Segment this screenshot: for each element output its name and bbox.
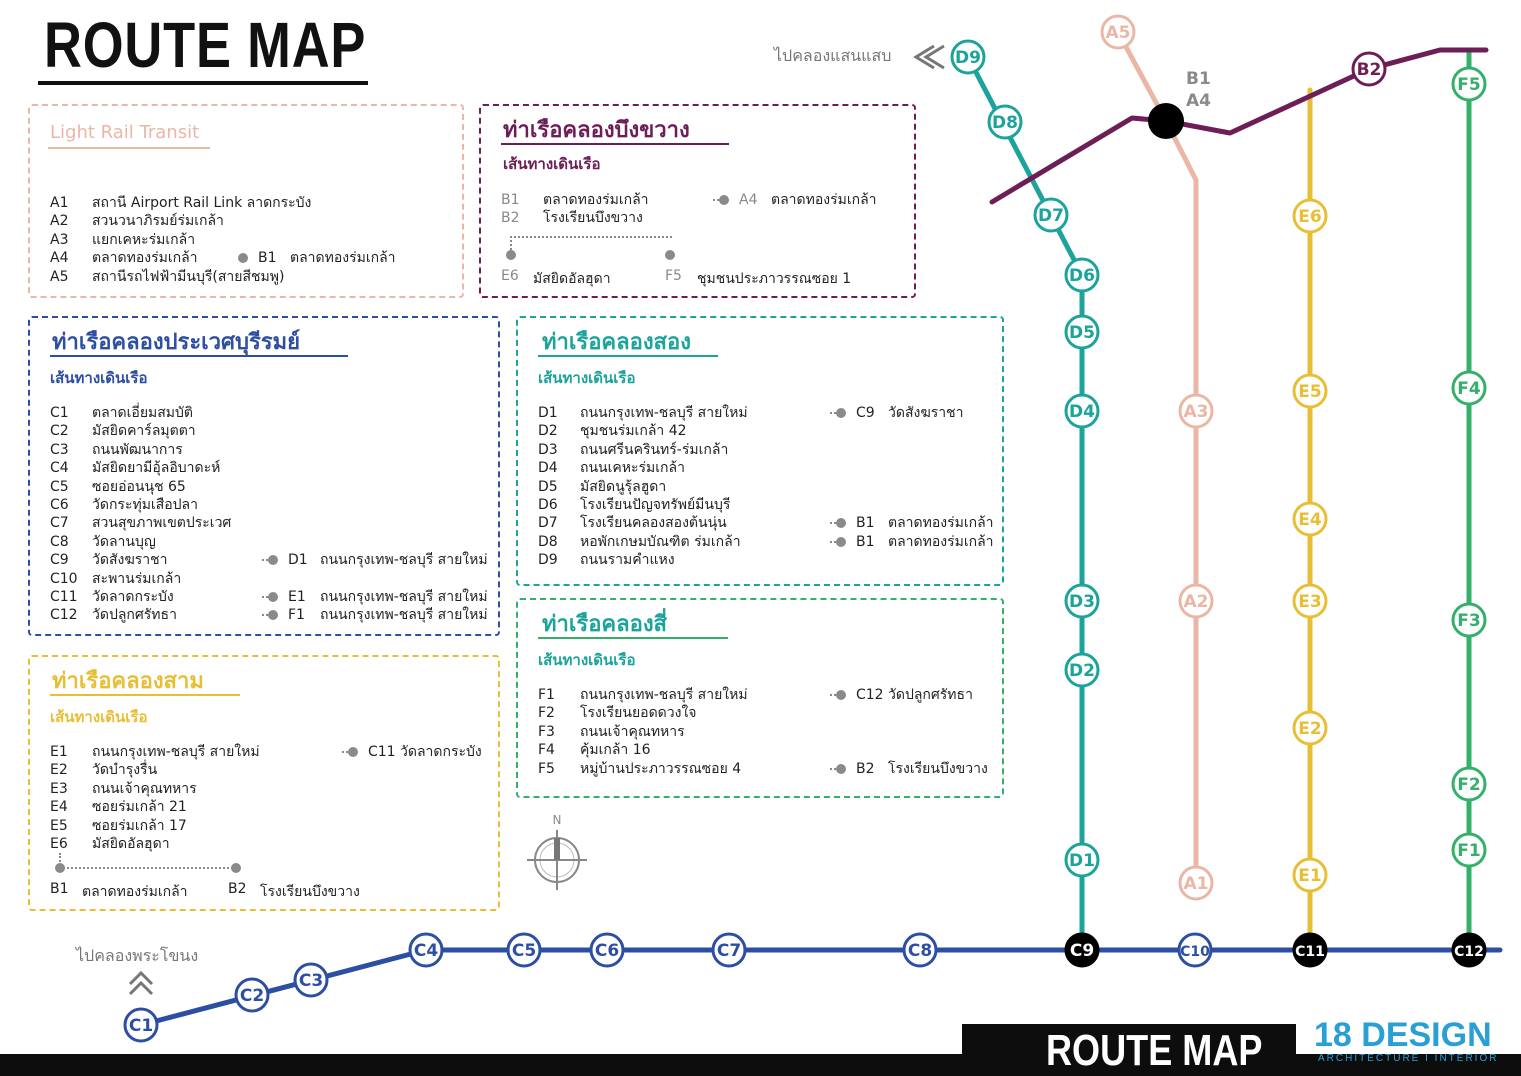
route-line-b bbox=[992, 50, 1486, 202]
link-name: โรงเรียนบึงขวาง bbox=[888, 760, 988, 777]
legend-row bbox=[50, 194, 452, 212]
station-name: วัดลานบุญ bbox=[92, 533, 156, 550]
link-bracket bbox=[510, 236, 672, 250]
legend-title-underline bbox=[50, 694, 240, 696]
station-code: F2 bbox=[538, 705, 555, 722]
legend-subtitle: เส้นทางเดินเรือ bbox=[50, 369, 148, 387]
legend-subtitle: เส้นทางเดินเรือ bbox=[503, 155, 601, 173]
route-line-c bbox=[141, 950, 1500, 1025]
connector-dot bbox=[719, 195, 729, 205]
link-code: D1 bbox=[288, 552, 308, 569]
connector-dot bbox=[836, 408, 846, 418]
link-name: ตลาดทองร่มเกล้า bbox=[82, 884, 188, 900]
legend-row bbox=[50, 606, 488, 624]
station-label: E2 bbox=[1298, 719, 1322, 739]
station-code: A4 bbox=[50, 250, 69, 267]
connector-dot bbox=[348, 747, 358, 757]
link-name: ตลาดทองร่มเกล้า bbox=[888, 515, 994, 532]
station-code: F4 bbox=[538, 742, 555, 759]
station-code: D6 bbox=[538, 497, 558, 513]
legend-title-si: ท่าเรือคลองสี่ bbox=[542, 612, 667, 637]
legend-row bbox=[50, 459, 488, 477]
legend-row bbox=[538, 459, 992, 477]
legend-box-prawet bbox=[28, 316, 500, 636]
station-code: A1 bbox=[50, 195, 69, 211]
interchange-code: A4 bbox=[1186, 91, 1211, 111]
station-label: D7 bbox=[1038, 206, 1064, 226]
station-name: หมู่บ้านประภาวรรณซอย 4 bbox=[580, 760, 742, 777]
direction-label-saen-saep: ไปคลองแสนแสบ bbox=[774, 46, 892, 65]
station-label: A1 bbox=[1183, 874, 1209, 894]
link-code: B2 bbox=[856, 760, 875, 777]
legend-row bbox=[538, 686, 992, 704]
station-code: C12 bbox=[50, 607, 78, 624]
legend-link-pair bbox=[50, 853, 450, 905]
station-code: F3 bbox=[538, 723, 555, 740]
link-name: ตลาดทองร่มเกล้า bbox=[888, 533, 994, 550]
station-name: ซอยร่มเกล้า 21 bbox=[92, 799, 187, 816]
connector-dot bbox=[836, 537, 846, 547]
footer-title: ROUTE MAP bbox=[1046, 1026, 1263, 1075]
link-name: โรงเรียนบึงขวาง bbox=[260, 884, 360, 900]
station-code: D2 bbox=[538, 423, 558, 440]
connector-dot bbox=[238, 253, 248, 263]
station-label: F5 bbox=[1457, 75, 1481, 95]
link-name: ถนนกรุงเทพ-ชลบุรี สายใหม่ bbox=[320, 589, 488, 605]
link-bracket bbox=[59, 853, 237, 869]
station-name: ถนนเคหะร่มเกล้า bbox=[580, 460, 685, 477]
station-name: หอพักเกษมบัณฑิต ร่มเกล้า bbox=[580, 533, 741, 550]
station-code: A2 bbox=[50, 213, 69, 230]
station-label: C10 bbox=[1180, 944, 1210, 960]
station-name: สะพานร่มเกล้า bbox=[92, 570, 182, 587]
legend-row bbox=[50, 249, 452, 267]
station-code: E5 bbox=[50, 817, 68, 834]
legend-row bbox=[501, 191, 904, 209]
interchange-code: B1 bbox=[1186, 69, 1211, 89]
double-chevron-left-icon bbox=[916, 46, 944, 68]
station-name: วัดสังฆราชา bbox=[92, 552, 168, 569]
brand-logo: 18 DESIGN bbox=[1314, 1016, 1492, 1054]
station-name: ตลาดทองร่มเกล้า bbox=[543, 192, 649, 208]
legend-row bbox=[50, 798, 488, 816]
station-code: F5 bbox=[538, 760, 555, 777]
legend-subtitle: เส้นทางเดินเรือ bbox=[538, 651, 636, 669]
station-name: สถานีรถไฟฟ้ามีนบุรี(สายสีชมพู) bbox=[92, 268, 285, 285]
legend-row bbox=[50, 422, 488, 440]
station-name: มัสยิดยามีอุ้ลอิบาดะห์ bbox=[92, 460, 221, 477]
legend-title-underline bbox=[538, 637, 728, 639]
station-code: E4 bbox=[50, 799, 68, 816]
station-code: C11 bbox=[50, 589, 78, 605]
double-chevron-up-icon bbox=[130, 973, 152, 994]
link-code: B1 bbox=[50, 881, 69, 897]
legend-title-bueng-khwang: ท่าเรือคลองบึงขวาง bbox=[503, 118, 690, 143]
station-code: B1 bbox=[501, 192, 520, 208]
legend-row bbox=[50, 441, 488, 459]
station-code: B2 bbox=[501, 210, 520, 227]
legend-row bbox=[50, 514, 488, 532]
station-code: C10 bbox=[50, 570, 78, 587]
station-label: E4 bbox=[1298, 510, 1322, 530]
legend-title-underline bbox=[501, 143, 729, 145]
station-name: ถนนพัฒนาการ bbox=[92, 441, 183, 458]
link-dot bbox=[665, 250, 675, 260]
north-arrow-icon bbox=[522, 812, 592, 892]
legend-row bbox=[50, 570, 488, 588]
legend-row bbox=[501, 209, 904, 227]
station-name: มัสยิดคาร์ลมุตตา bbox=[92, 423, 196, 440]
station-code: A5 bbox=[50, 268, 69, 285]
legend-row bbox=[50, 780, 488, 798]
station-label: E6 bbox=[1298, 207, 1322, 227]
station-name: โรงเรียนบึงขวาง bbox=[543, 210, 643, 227]
legend-title-lrt: Light Rail Transit bbox=[50, 122, 200, 143]
legend-title-underline bbox=[48, 147, 210, 149]
station-code: C5 bbox=[50, 478, 69, 495]
station-label: C1 bbox=[128, 1016, 154, 1036]
station-name: ถนนเจ้าคุณทหาร bbox=[580, 723, 685, 740]
legend-row bbox=[538, 723, 992, 741]
legend-row bbox=[50, 404, 488, 422]
legend-row bbox=[538, 496, 992, 514]
station-label: E3 bbox=[1298, 592, 1322, 612]
link-code: B2 bbox=[228, 881, 247, 897]
station-code: D7 bbox=[538, 515, 558, 532]
station-label: D5 bbox=[1069, 323, 1095, 343]
connector-dot bbox=[836, 690, 846, 700]
station-label: D9 bbox=[955, 48, 981, 68]
legend-row bbox=[50, 743, 488, 761]
legend-row bbox=[50, 761, 488, 779]
link-dot bbox=[231, 863, 241, 873]
legend-row bbox=[50, 551, 488, 569]
station-name: ถนนรามคำแหง bbox=[580, 552, 675, 569]
station-name: วัดบำรุงรื่น bbox=[92, 762, 158, 779]
station-code: D4 bbox=[538, 460, 558, 477]
station-label: F1 bbox=[1457, 841, 1481, 861]
link-code: F5 bbox=[665, 268, 682, 284]
station-name: โรงเรียนปัญจทรัพย์มีนบุรี bbox=[580, 497, 731, 513]
station-name: ถนนเจ้าคุณทหาร bbox=[92, 780, 197, 797]
station-code: D9 bbox=[538, 552, 558, 569]
station-label: E1 bbox=[1298, 866, 1322, 886]
station-name: ซอยร่มเกล้า 17 bbox=[92, 817, 187, 834]
station-label: D4 bbox=[1069, 402, 1095, 422]
legend-title-prawet: ท่าเรือคลองประเวศบุรีรมย์ bbox=[52, 330, 300, 355]
legend-row bbox=[538, 741, 992, 759]
station-label: C7 bbox=[716, 941, 742, 961]
north-letter: N bbox=[552, 813, 562, 827]
interchange-node-b1-a4 bbox=[1148, 103, 1184, 139]
title-underline bbox=[38, 81, 368, 85]
legend-title-underline bbox=[538, 355, 718, 357]
legend-row bbox=[538, 704, 992, 722]
station-label: A2 bbox=[1183, 592, 1209, 612]
station-label: B2 bbox=[1356, 60, 1382, 80]
station-code: C1 bbox=[50, 405, 69, 421]
link-dot bbox=[55, 863, 65, 873]
link-code: B1 bbox=[856, 533, 875, 550]
station-name: ถนนกรุงเทพ-ชลบุรี สายใหม่ bbox=[580, 405, 748, 421]
legend-box-song bbox=[516, 316, 1004, 586]
link-code: F1 bbox=[288, 607, 305, 624]
legend-row bbox=[50, 817, 488, 835]
station-label: C5 bbox=[511, 941, 537, 961]
station-code: D1 bbox=[538, 405, 558, 421]
station-name: มัสยิดอัลฮุดา bbox=[92, 836, 170, 852]
connector-dot bbox=[268, 555, 278, 565]
station-label: C2 bbox=[239, 986, 265, 1006]
station-label: C9 bbox=[1069, 941, 1095, 961]
legend-row bbox=[538, 441, 992, 459]
legend-row bbox=[538, 478, 992, 496]
connector-dot bbox=[836, 518, 846, 528]
link-code: E6 bbox=[501, 268, 519, 284]
station-name: ตลาดทองร่มเกล้า bbox=[92, 250, 198, 267]
link-name: ถนนกรุงเทพ-ชลบุรี สายใหม่ bbox=[320, 552, 488, 569]
station-code: C6 bbox=[50, 497, 69, 513]
legend-box-sam bbox=[28, 655, 500, 911]
legend-row bbox=[50, 212, 452, 230]
station-label: A5 bbox=[1105, 23, 1131, 43]
station-name: ตลาดเอี่ยมสมบัติ bbox=[92, 405, 194, 421]
station-name: มัสยิดนูรุ้ลฮูดา bbox=[580, 478, 667, 495]
legend-row bbox=[538, 514, 992, 532]
legend-row bbox=[50, 478, 488, 496]
station-label: C12 bbox=[1454, 944, 1484, 960]
station-name: ชุมชนร่มเกล้า 42 bbox=[580, 423, 687, 440]
station-code: C7 bbox=[50, 515, 69, 532]
link-name: มัสยิดอัลฮุดา bbox=[533, 271, 611, 287]
legend-row bbox=[50, 835, 488, 853]
station-name: ซอยอ่อนนุช 65 bbox=[92, 478, 186, 495]
link-name: วัดลาดกระบัง bbox=[400, 744, 482, 760]
link-code: C12 bbox=[856, 687, 884, 703]
legend-row bbox=[538, 422, 992, 440]
station-label: A3 bbox=[1183, 402, 1209, 422]
station-label: D6 bbox=[1069, 266, 1095, 286]
station-label: C4 bbox=[413, 941, 439, 961]
interchange-label-b1-a4 bbox=[1186, 68, 1211, 112]
page-title: ROUTE MAP bbox=[44, 9, 367, 81]
route-line-a bbox=[1118, 32, 1196, 883]
legend-subtitle: เส้นทางเดินเรือ bbox=[538, 369, 636, 387]
station-name: วัดปลูกศรัทธา bbox=[92, 607, 177, 624]
connector-dot bbox=[268, 592, 278, 602]
station-code: D5 bbox=[538, 478, 558, 495]
station-label: C3 bbox=[298, 971, 324, 991]
brand-tagline: ARCHITECTURE I INTERIOR bbox=[1318, 1053, 1499, 1064]
station-name: คุ้มเกล้า 16 bbox=[580, 742, 651, 759]
station-code: E2 bbox=[50, 762, 68, 779]
link-code: A4 bbox=[739, 192, 758, 208]
station-code: A3 bbox=[50, 231, 69, 248]
station-name: โรงเรียนยอดดวงใจ bbox=[580, 705, 697, 722]
station-code: C9 bbox=[50, 552, 69, 569]
direction-label-phra-khanong: ไปคลองพระโขนง bbox=[76, 946, 199, 965]
station-label: F2 bbox=[1457, 775, 1481, 795]
legend-row bbox=[538, 533, 992, 551]
station-name: ถนนกรุงเทพ-ชลบุรี สายใหม่ bbox=[580, 687, 748, 703]
legend-row bbox=[538, 551, 992, 569]
link-code: B1 bbox=[258, 250, 277, 267]
legend-row bbox=[50, 588, 488, 606]
station-label: C11 bbox=[1295, 944, 1325, 960]
link-name: ตลาดทองร่มเกล้า bbox=[290, 250, 396, 267]
station-code: E3 bbox=[50, 780, 68, 797]
station-code: D8 bbox=[538, 533, 558, 550]
station-code: C8 bbox=[50, 533, 69, 550]
station-label: E5 bbox=[1298, 382, 1322, 402]
legend-box-lrt bbox=[28, 104, 464, 298]
connector-dot bbox=[268, 610, 278, 620]
station-code: E1 bbox=[50, 744, 68, 760]
link-name: ชุมชนประภาวรรณซอย 1 bbox=[697, 271, 852, 287]
link-name: วัดปลูกศรัทธา bbox=[888, 687, 973, 703]
legend-title-song: ท่าเรือคลองสอง bbox=[542, 330, 691, 355]
legend-row bbox=[538, 760, 992, 778]
station-label: D1 bbox=[1069, 851, 1095, 871]
station-label: D2 bbox=[1069, 661, 1095, 681]
station-code: E6 bbox=[50, 836, 68, 852]
station-name: สวนวนาภิรมย์ร่มเกล้า bbox=[92, 213, 224, 230]
station-name: วัดลาดกระบัง bbox=[92, 589, 174, 605]
station-label: D3 bbox=[1069, 592, 1095, 612]
station-name: ถนนศรีนครินทร์-ร่มเกล้า bbox=[580, 441, 729, 458]
link-dot bbox=[506, 250, 516, 260]
legend-row bbox=[50, 268, 452, 286]
legend-title-sam: ท่าเรือคลองสาม bbox=[52, 669, 204, 694]
station-code: C4 bbox=[50, 460, 69, 477]
station-label: C8 bbox=[907, 941, 933, 961]
station-label: F3 bbox=[1457, 611, 1481, 631]
station-code: D3 bbox=[538, 441, 558, 458]
link-code: C9 bbox=[856, 405, 875, 421]
legend-row bbox=[50, 231, 452, 249]
legend-link-pair bbox=[501, 226, 881, 286]
link-code: B1 bbox=[856, 515, 875, 532]
legend-subtitle: เส้นทางเดินเรือ bbox=[50, 708, 148, 726]
legend-box-si bbox=[516, 598, 1004, 798]
station-label: F4 bbox=[1457, 379, 1481, 399]
station-name: ถนนกรุงเทพ-ชลบุรี สายใหม่ bbox=[92, 744, 260, 760]
legend-row bbox=[538, 404, 992, 422]
station-code: C3 bbox=[50, 441, 69, 458]
link-code: C11 bbox=[368, 744, 396, 760]
station-code: C2 bbox=[50, 423, 69, 440]
station-code: F1 bbox=[538, 687, 555, 703]
legend-box-bueng-khwang bbox=[479, 104, 916, 298]
link-name: ตลาดทองร่มเกล้า bbox=[771, 192, 877, 208]
station-name: วัดกระทุ่มเสือปลา bbox=[92, 497, 198, 513]
legend-title-underline bbox=[50, 355, 348, 357]
connector-dot bbox=[836, 764, 846, 774]
station-label: C6 bbox=[594, 941, 620, 961]
station-name: โรงเรียนคลองสองต้นนุ่น bbox=[580, 515, 727, 532]
station-name: แยกเคหะร่มเกล้า bbox=[92, 231, 196, 248]
station-label: D8 bbox=[992, 113, 1018, 133]
link-name: วัดสังฆราชา bbox=[888, 405, 964, 421]
legend-row bbox=[50, 496, 488, 514]
legend-row bbox=[50, 533, 488, 551]
station-name: สวนสุขภาพเขตประเวศ bbox=[92, 515, 232, 532]
link-name: ถนนกรุงเทพ-ชลบุรี สายใหม่ bbox=[320, 607, 488, 624]
station-name: สถานี Airport Rail Link ลาดกระบัง bbox=[92, 195, 312, 211]
link-code: E1 bbox=[288, 589, 306, 605]
